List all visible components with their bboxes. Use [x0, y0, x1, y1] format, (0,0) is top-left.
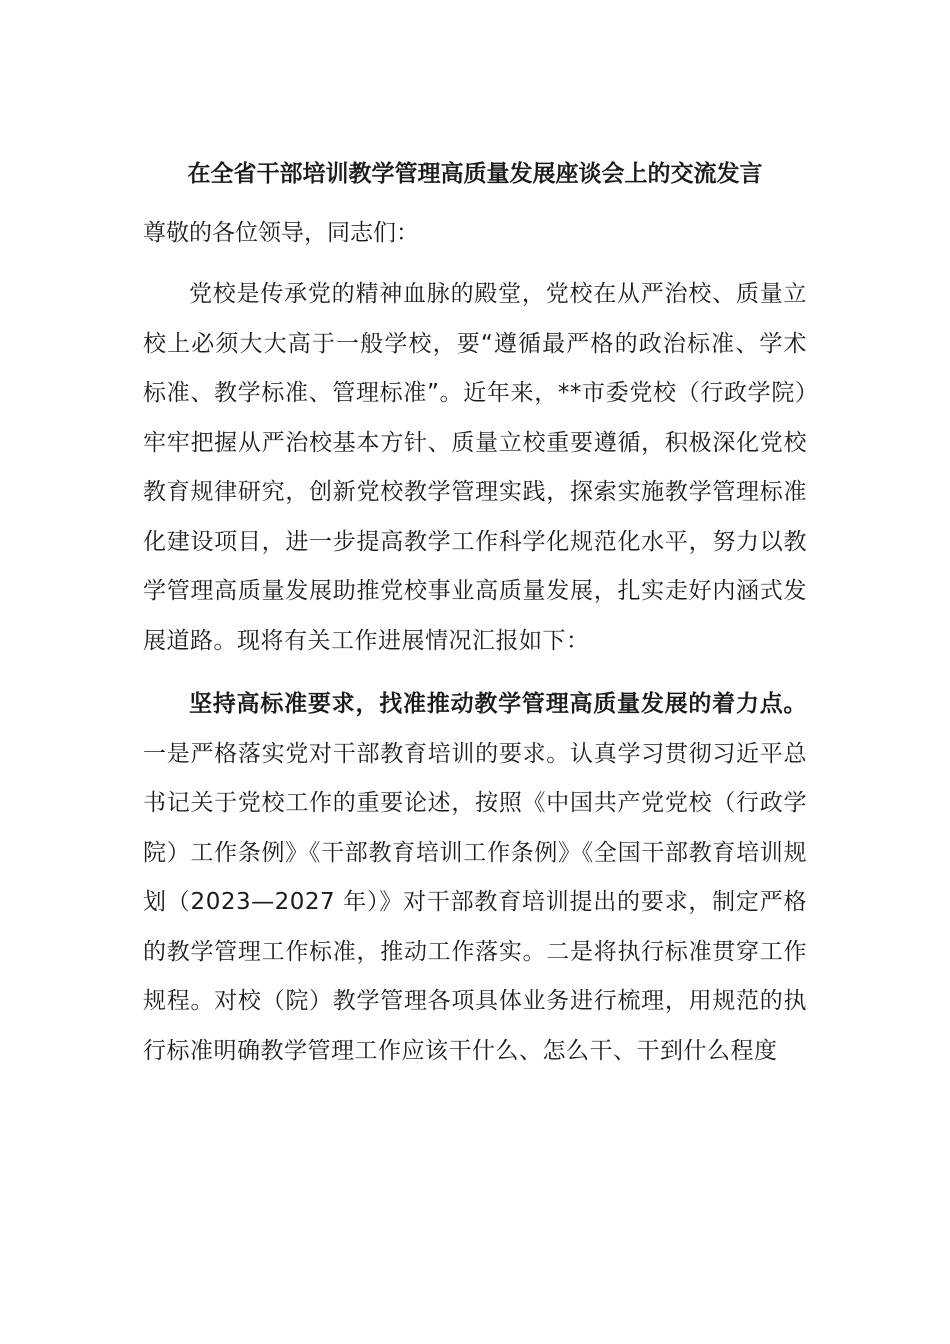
paragraph-lead-heading: 坚持高标准要求，找准推动教学管理高质量发展的着力点。: [189, 691, 807, 717]
paragraph-intro: 党校是传承党的精神血脉的殿堂，党校在从严治校、质量立校上必须大大高于一般学校，要“遵循最严格的政治标准、学术标准、教学标准、管理标准”。近年来，**市委党校（行政学院）牢牢把握从严治校基本方针、质量立校重要遵循，积极深化党校教育规律研究，创新党校教学管理实践，探索实施教学管理标准化建设项目，进一步提高教学工作科学化规范化水平，努力以教学管理高质量发展助推党校事业高质量发展，扎实走好内涵式发展道路。现将有关工作进展情况汇报如下：: [143, 281, 807, 654]
paragraph-body: 一是严格落实党对干部教育培训的要求。认真学习贯彻习近平总书记关于党校工作的重要论述，按照《中国共产党党校（行政学院）工作条例》《干部教育培训工作条例》《全国干部教育培训规划（2023—2027 年）》对干部教育培训提出的要求，制定严格的教学管理工作标准，推动工作落实。二是将执行标准贯穿工作规程。对校（院）教学管理各项具体业务进行梳理，用规范的执行标准明确教学管理工作应该干什么、怎么干、干到什么程度: [143, 740, 807, 1064]
paragraph-high-standard: [143, 680, 807, 1076]
document-title: 在全省干部培训教学管理高质量发展座谈会上的交流发言: [187, 161, 763, 187]
document-page: [143, 148, 807, 1076]
salutation: 尊敬的各位领导，同志们：: [143, 220, 419, 246]
